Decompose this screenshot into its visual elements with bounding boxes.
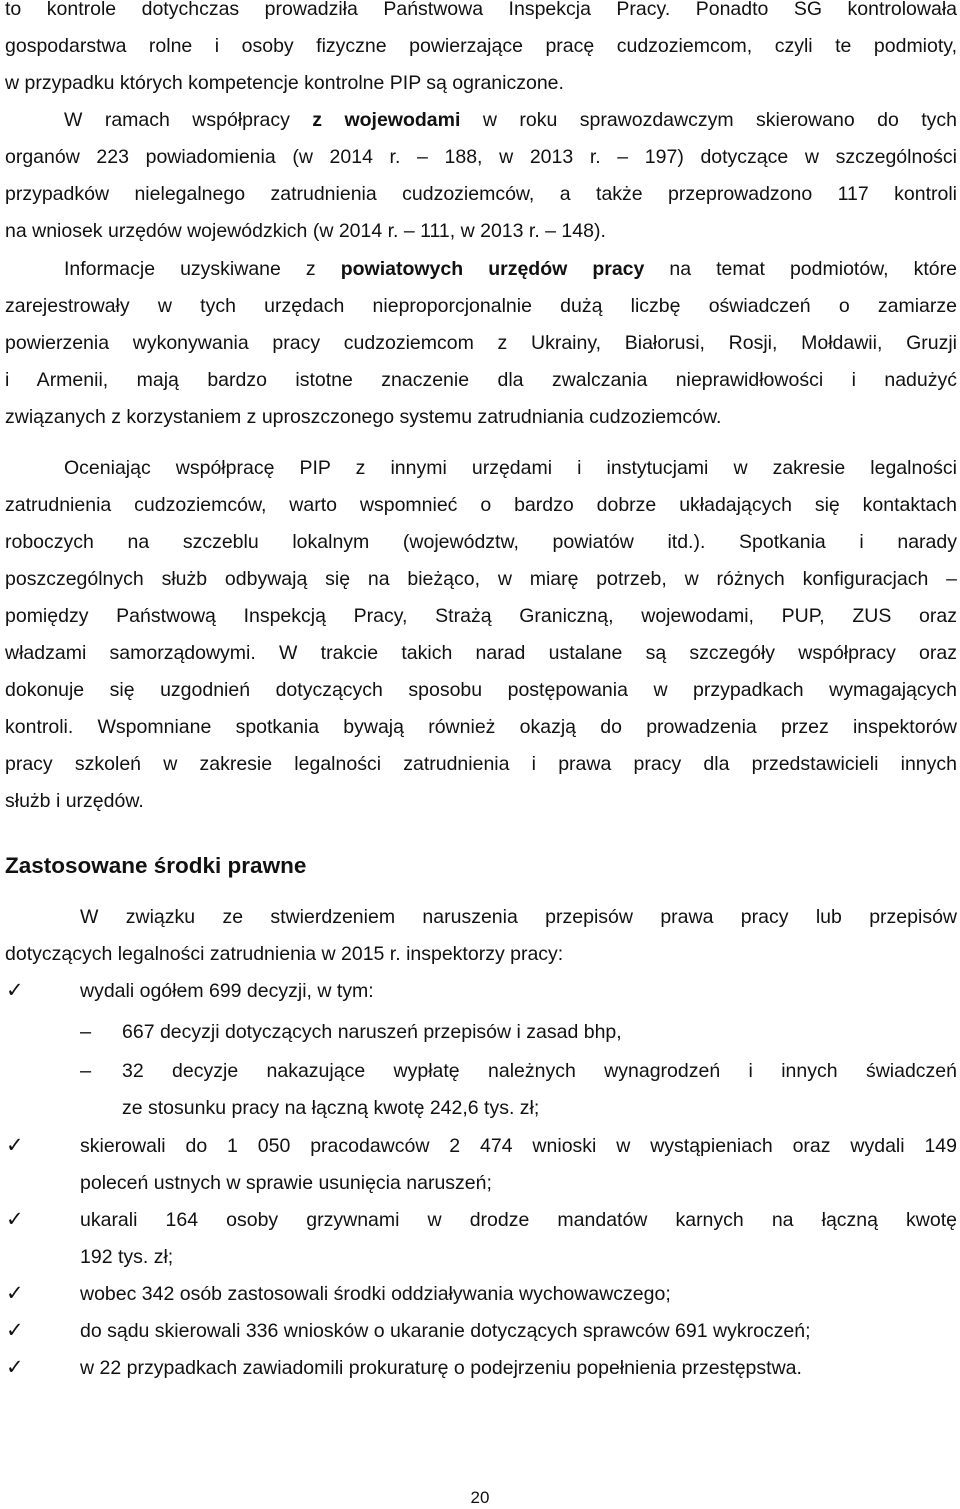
list-item: poleceń ustnych w sprawie usunięcia naruszeń; — [80, 1172, 492, 1194]
text-line: zatrudnienia cudzoziemców, warto wspomnieć o bardzo dobrze układających się kontaktach — [5, 494, 957, 516]
bold-phrase: powiatowych urzędów pracy — [340, 258, 645, 280]
text-line: przypadków nielegalnego zatrudnienia cudzoziemców, a także przeprowadzono 117 kontroli — [5, 183, 957, 205]
checkmark-icon: ✓ — [6, 1319, 24, 1342]
text-line: gospodarstwa rolne i osoby fizyczne powierzające pracę cudzoziemcom, czyli te podmioty, — [5, 35, 957, 57]
text-run: w roku sprawozdawczym skierowano do tych — [460, 109, 957, 131]
text-line: zarejestrowały w tych urzędach nieproporcjonalnie dużą liczbę oświadczeń o zamiarze — [5, 295, 957, 317]
checkmark-icon: ✓ — [6, 979, 24, 1002]
text-line: dokonuje się uzgodnień dotyczących sposobu postępowania w przypadkach wymagających — [5, 679, 957, 701]
text-line: Oceniając współpracę PIP z innymi urzędami i instytucjami w zakresie legalności — [64, 457, 957, 479]
text-line: pracy szkoleń w zakresie legalności zatrudnienia i prawa pracy dla przedstawicieli innych — [5, 753, 957, 775]
text-line: pomiędzy Państwową Inspekcją Pracy, Strażą Graniczną, wojewodami, PUP, ZUS oraz — [5, 605, 957, 627]
text-run: Informacje uzyskiwane z — [64, 258, 341, 280]
text-line: to kontrole dotychczas prowadziła Państwowa Inspekcja Pracy. Ponadto SG kontrolowała — [5, 0, 957, 20]
list-item: do sądu skierowali 336 wniosków o ukaranie dotyczących sprawców 691 wykroczeń; — [80, 1320, 811, 1342]
checkmark-icon: ✓ — [6, 1134, 24, 1157]
list-item: wydali ogółem 699 decyzji, w tym: — [80, 980, 374, 1002]
text-line: poszczególnych służb odbywają się na bieżąco, w miarę potrzeb, w różnych konfiguracjach – — [5, 568, 957, 590]
sub-list-item: ze stosunku pracy na łączną kwotę 242,6 tys. zł; — [122, 1097, 540, 1119]
text-line: W związku ze stwierdzeniem naruszenia przepisów prawa pracy lub przepisów — [80, 906, 957, 928]
list-item: ukarali 164 osoby grzywnami w drodze mandatów karnych na łączną kwotę — [80, 1209, 957, 1231]
text-run: W ramach współpracy — [64, 109, 313, 131]
sub-list-item: 667 decyzji dotyczących naruszeń przepisów i zasad bhp, — [122, 1021, 622, 1043]
checkmark-icon: ✓ — [6, 1356, 24, 1379]
text-run: na temat podmiotów, które — [644, 258, 957, 280]
text-line: kontroli. Wspomniane spotkania bywają również okazją do prowadzenia przez inspektorów — [5, 716, 957, 738]
text-line: powierzenia wykonywania pracy cudzoziemcom z Ukrainy, Białorusi, Rosji, Mołdawii, Gruzji — [5, 332, 957, 354]
section-heading: Zastosowane środki prawne — [5, 853, 307, 878]
bold-phrase: z wojewodami — [312, 109, 461, 131]
dash-bullet-icon: – — [80, 1060, 92, 1082]
text-line: w przypadku których kompetencje kontrolne PIP są ograniczone. — [5, 72, 564, 94]
list-item: wobec 342 osób zastosowali środki oddziaływania wychowawczego; — [80, 1283, 671, 1305]
sub-list-item: 32 decyzje nakazujące wypłatę należnych wynagrodzeń i innych świadczeń — [122, 1060, 957, 1082]
checkmark-icon: ✓ — [6, 1282, 24, 1305]
text-line: związanych z korzystaniem z uproszczonego systemu zatrudniania cudzoziemców. — [5, 406, 722, 428]
text-line: organów 223 powiadomienia (w 2014 r. – 188, w 2013 r. – 197) dotyczące w szczególności — [5, 146, 957, 168]
page-number: 20 — [470, 1488, 490, 1507]
text-line — [64, 256, 957, 282]
checkmark-icon: ✓ — [6, 1208, 24, 1231]
text-line: dotyczących legalności zatrudnienia w 2015 r. inspektorzy pracy: — [5, 943, 564, 965]
list-item: 192 tys. zł; — [80, 1246, 174, 1268]
text-line: władzami samorządowymi. W trakcie takich narad ustalane są szczegóły współpracy oraz — [5, 642, 957, 664]
list-item: skierowali do 1 050 pracodawców 2 474 wnioski w wystąpieniach oraz wydali 149 — [80, 1135, 957, 1157]
text-line: i Armenii, mają bardzo istotne znaczenie dla zwalczania nieprawidłowości i nadużyć — [5, 369, 957, 391]
text-line — [64, 107, 957, 133]
dash-bullet-icon: – — [80, 1021, 92, 1043]
list-item: w 22 przypadkach zawiadomili prokuraturę o podejrzeniu popełnienia przestępstwa. — [80, 1357, 802, 1379]
text-line: roboczych na szczeblu lokalnym (województw, powiatów itd.). Spotkania i narady — [5, 531, 957, 553]
text-line: służb i urzędów. — [5, 790, 144, 812]
text-line: na wniosek urzędów wojewódzkich (w 2014 r. – 111, w 2013 r. – 148). — [5, 220, 606, 242]
